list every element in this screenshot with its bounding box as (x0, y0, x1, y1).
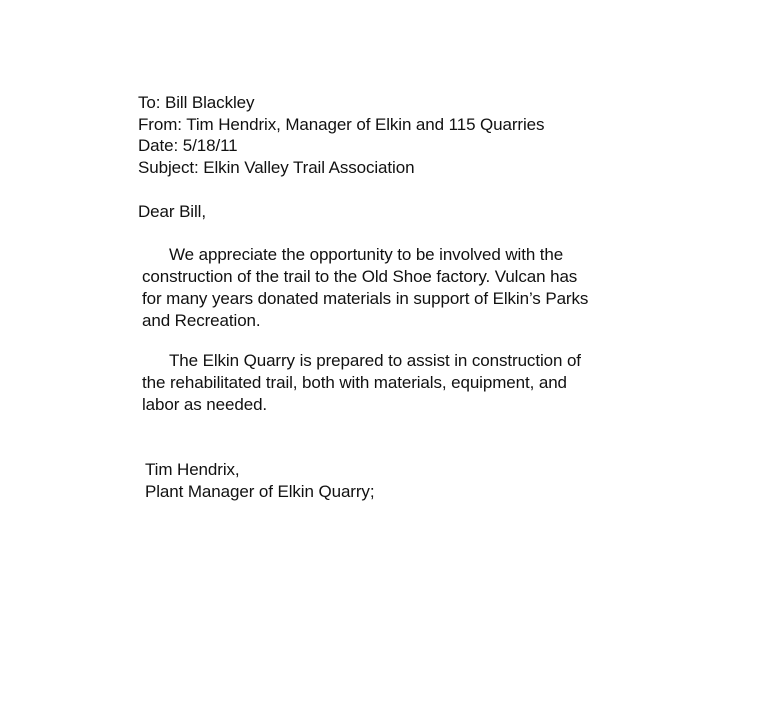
paragraph-1-line: We appreciate the opportunity to be involved with the (169, 245, 564, 264)
signature-title: Plant Manager of Elkin Quarry; (145, 482, 375, 501)
memo-date-line: Date: 5/18/11 (138, 136, 238, 155)
body-paragraph-1 (142, 244, 662, 332)
memo-subject-line: Subject: Elkin Valley Trail Association (138, 158, 415, 177)
paragraph-1-line: construction of the trail to the Old Shoe factory. Vulcan has (142, 267, 578, 286)
paragraph-1-line: and Recreation. (142, 311, 261, 330)
paragraph-2-line: The Elkin Quarry is prepared to assist in construction of (169, 351, 581, 370)
memo-from-line: From: Tim Hendrix, Manager of Elkin and 115 Quarries (138, 115, 545, 134)
paragraph-1-line: for many years donated materials in support of Elkin’s Parks (142, 289, 589, 308)
signature-name: Tim Hendrix, (145, 460, 240, 479)
salutation: Dear Bill, (138, 202, 206, 221)
memo-to-line: To: Bill Blackley (138, 93, 255, 112)
paragraph-2-line: the rehabilitated trail, both with materials, equipment, and (142, 373, 567, 392)
paragraph-2-line: labor as needed. (142, 395, 268, 414)
body-paragraph-2 (142, 350, 662, 416)
